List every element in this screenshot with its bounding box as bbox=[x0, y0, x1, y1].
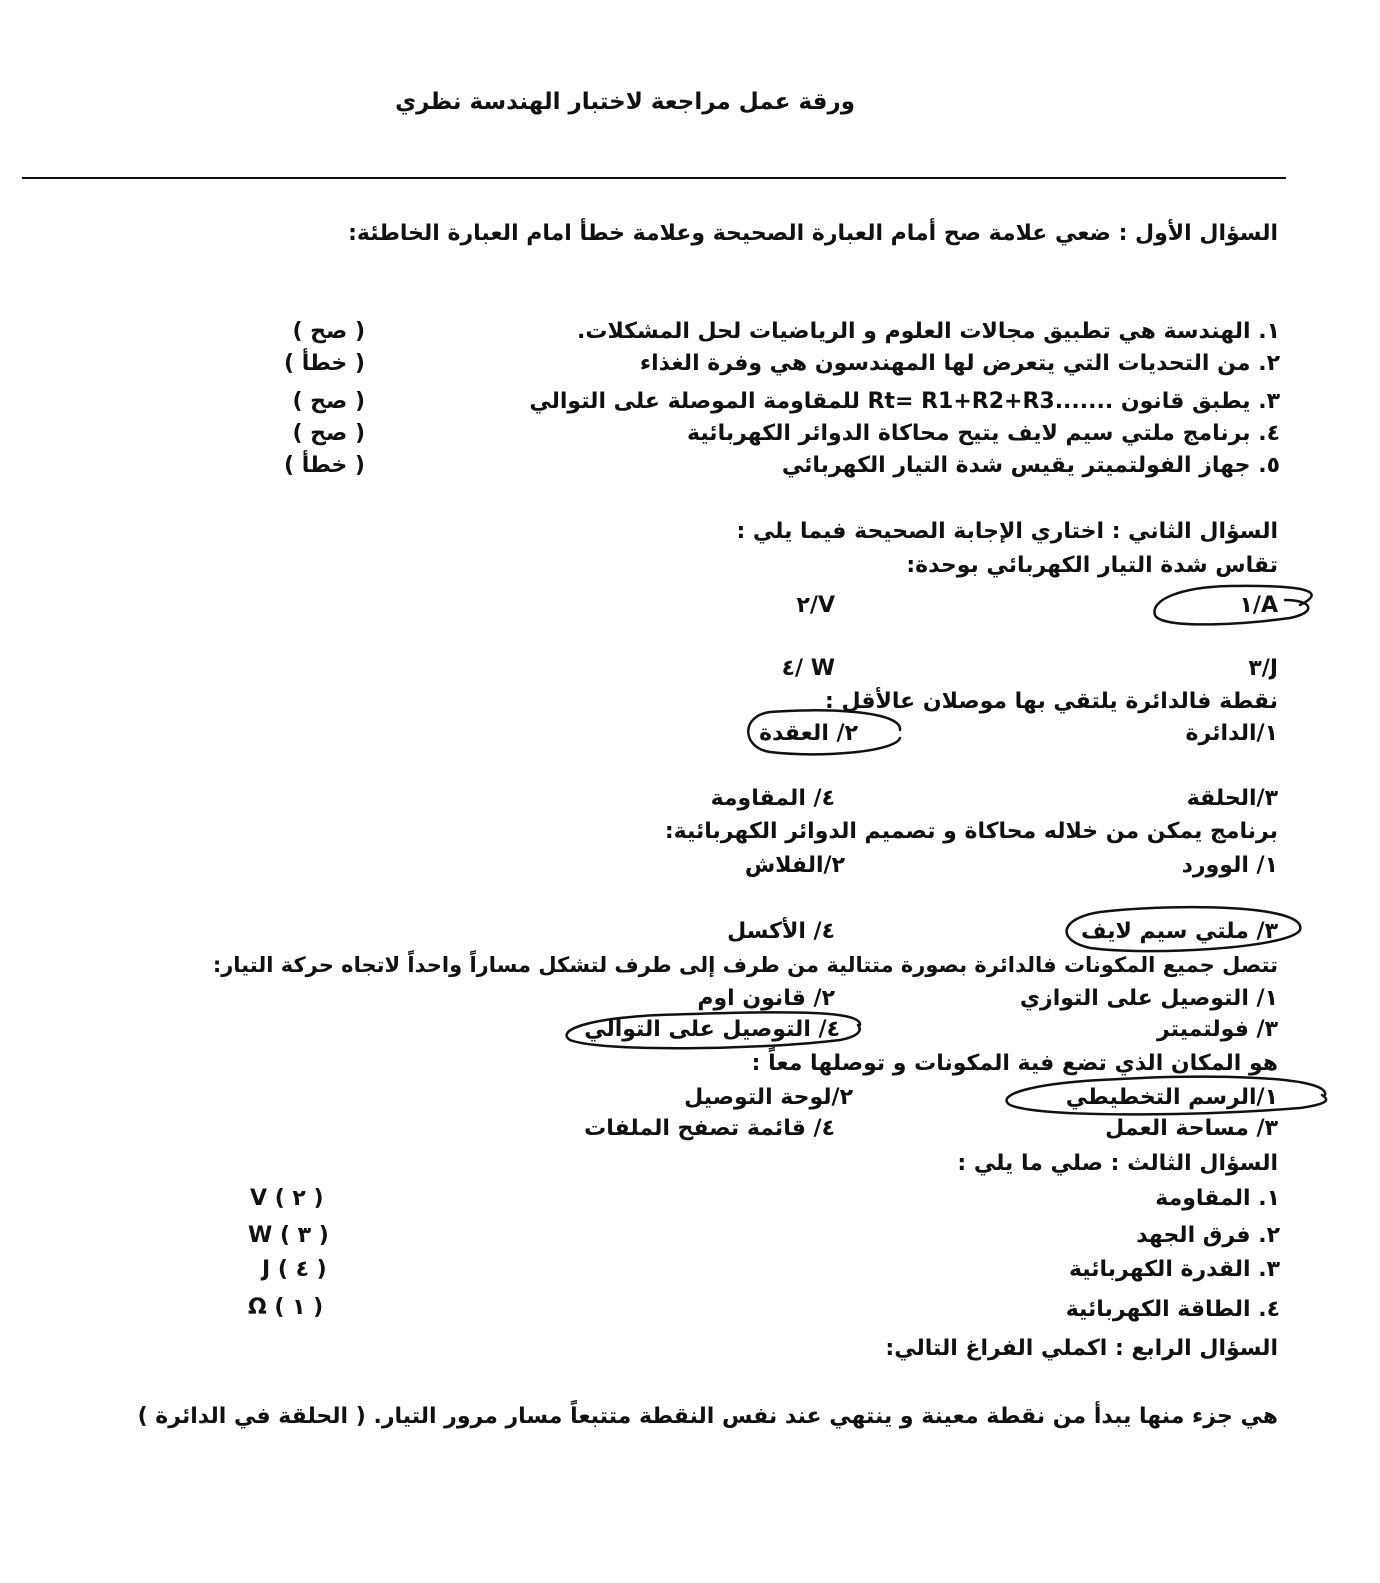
q2-3-option-2: ٢/الفلاش bbox=[744, 853, 845, 878]
q3-item-2-num: ٢. bbox=[1258, 1223, 1280, 1248]
q1-heading: السؤال الأول : ضعي علامة صح أمام العبارة الصحيحة وعلامة خطأ امام العبارة الخاطئة: bbox=[348, 221, 1278, 246]
q1-item-2 bbox=[640, 350, 1280, 378]
q2-3-option-3: ٣/ ملتي سيم لايف bbox=[1081, 919, 1278, 944]
q2-2-option-2: ٢/ العقدة bbox=[759, 721, 858, 746]
q3-item-3-text: القدرة الكهربائية bbox=[1068, 1257, 1251, 1282]
q1-item-4-answer: ( صح ) bbox=[292, 421, 365, 446]
q3-item-4 bbox=[1066, 1296, 1280, 1324]
q2-4-option-3: ٣/ فولتميتر bbox=[1157, 1017, 1278, 1042]
q3-heading: السؤال الثالث : صلي ما يلي : bbox=[957, 1151, 1278, 1176]
q3-item-1-text: المقاومة bbox=[1155, 1186, 1251, 1211]
q3-item-1-answer: ( ٢ ) V bbox=[250, 1186, 324, 1211]
q1-item-1-text: الهندسة هي تطبيق مجالات العلوم و الرياضيات لحل المشكلات. bbox=[576, 319, 1251, 344]
q1-item-3 bbox=[529, 388, 1280, 416]
q1-item-3-answer: ( صح ) bbox=[292, 389, 365, 414]
q2-2-option-1: ١/الدائرة bbox=[1185, 721, 1278, 746]
q1-item-5-answer: ( خطأ ) bbox=[284, 453, 365, 478]
q4-sentence: هي جزء منها يبدأ من نقطة معينة و ينتهي عند نفس النقطة متتبعاً مسار مرور التيار. ( الحلقة في الدائرة ) bbox=[137, 1404, 1278, 1429]
q1-item-5-num: ٥. bbox=[1258, 453, 1280, 478]
q2-1-option-3: J/٣ bbox=[1248, 656, 1278, 681]
q1-item-1 bbox=[577, 318, 1280, 346]
page-title: ورقة عمل مراجعة لاختبار الهندسة نظري bbox=[395, 89, 855, 115]
q1-item-3-text: يطبق قانون .......Rt= R1+R2+R3 للمقاومة الموصلة على التوالي bbox=[529, 389, 1251, 414]
q2-4-option-1: ١/ التوصيل على التوازي bbox=[1019, 986, 1278, 1011]
q3-item-4-answer: ( ١ ) Ω bbox=[248, 1295, 324, 1320]
q3-item-1-num: ١. bbox=[1258, 1186, 1280, 1211]
q2-4-option-4: ٤/ التوصيل على التوالي bbox=[584, 1017, 840, 1042]
q1-item-1-num: ١. bbox=[1258, 319, 1280, 344]
q1-item-2-text: من التحديات التي يتعرض لها المهندسون هي وفرة الغذاء bbox=[639, 351, 1251, 376]
q2-2-option-3: ٣/الحلقة bbox=[1186, 786, 1278, 811]
q2-heading: السؤال الثاني : اختاري الإجابة الصحيحة فيما يلي : bbox=[736, 519, 1278, 544]
q2-1-option-2: V/٢ bbox=[796, 593, 835, 618]
q2-2-option-4: ٤/ المقاومة bbox=[710, 786, 835, 811]
q1-item-4-text: برنامج ملتي سيم لايف يتيح محاكاة الدوائر الكهربائية bbox=[686, 421, 1251, 446]
q2-1-stem: تقاس شدة التيار الكهربائي بوحدة: bbox=[906, 553, 1278, 578]
q2-5-option-4: ٤/ قائمة تصفح الملفات bbox=[584, 1116, 835, 1141]
q2-4-stem: تتصل جميع المكونات فالدائرة بصورة متتالية من طرف إلى طرف لتشكل مساراً واحداً لاتجاه حركة التيار: bbox=[212, 953, 1278, 977]
q1-item-4-num: ٤. bbox=[1258, 421, 1280, 446]
q2-1-option-1: A/١ bbox=[1239, 593, 1278, 618]
q2-5-stem: هو المكان الذي تضع فية المكونات و توصلها معاً : bbox=[751, 1051, 1278, 1076]
q2-3-option-1: ١/ الوورد bbox=[1181, 853, 1278, 878]
q3-item-2-text: فرق الجهد bbox=[1136, 1223, 1251, 1248]
q2-2-stem: نقطة فالدائرة يلتقي بها موصلان عالأقل : bbox=[825, 689, 1278, 714]
q3-item-3-answer: ( ٤ ) J bbox=[262, 1257, 327, 1282]
q3-item-1 bbox=[1155, 1185, 1280, 1213]
q2-1-option-4: W /٤ bbox=[781, 656, 835, 681]
q1-item-5 bbox=[782, 452, 1280, 480]
q2-4-option-2: ٢/ قانون اوم bbox=[697, 986, 835, 1011]
q3-item-4-num: ٤. bbox=[1258, 1297, 1280, 1322]
q3-item-3-num: ٣. bbox=[1258, 1257, 1280, 1282]
q2-5-option-1: ١/الرسم التخطيطي bbox=[1065, 1085, 1278, 1110]
q3-item-2 bbox=[1136, 1222, 1280, 1250]
q1-item-1-answer: ( صح ) bbox=[292, 319, 365, 344]
q3-item-4-text: الطاقة الكهربائية bbox=[1065, 1297, 1251, 1322]
circle-q2-1 bbox=[1154, 586, 1311, 625]
q1-item-3-num: ٣. bbox=[1258, 389, 1280, 414]
q1-item-4 bbox=[687, 420, 1280, 448]
q1-item-2-num: ٢. bbox=[1258, 351, 1280, 376]
q2-3-stem: برنامج يمكن من خلاله محاكاة و تصميم الدوائر الكهربائية: bbox=[664, 819, 1278, 844]
q2-5-option-2: ٢/لوحة التوصيل bbox=[684, 1085, 853, 1110]
q1-item-2-answer: ( خطأ ) bbox=[284, 351, 365, 376]
q3-item-2-answer: ( ٣ ) W bbox=[248, 1223, 329, 1248]
q4-heading: السؤال الرابع : اكملي الفراغ التالي: bbox=[885, 1336, 1278, 1361]
q2-3-option-4: ٤/ الأكسل bbox=[727, 919, 835, 944]
q1-item-5-text: جهاز الفولتميتر يقيس شدة التيار الكهربائي bbox=[781, 453, 1251, 478]
q3-item-3 bbox=[1069, 1256, 1280, 1284]
title-divider bbox=[22, 177, 1286, 179]
q2-5-option-3: ٣/ مساحة العمل bbox=[1105, 1116, 1278, 1141]
